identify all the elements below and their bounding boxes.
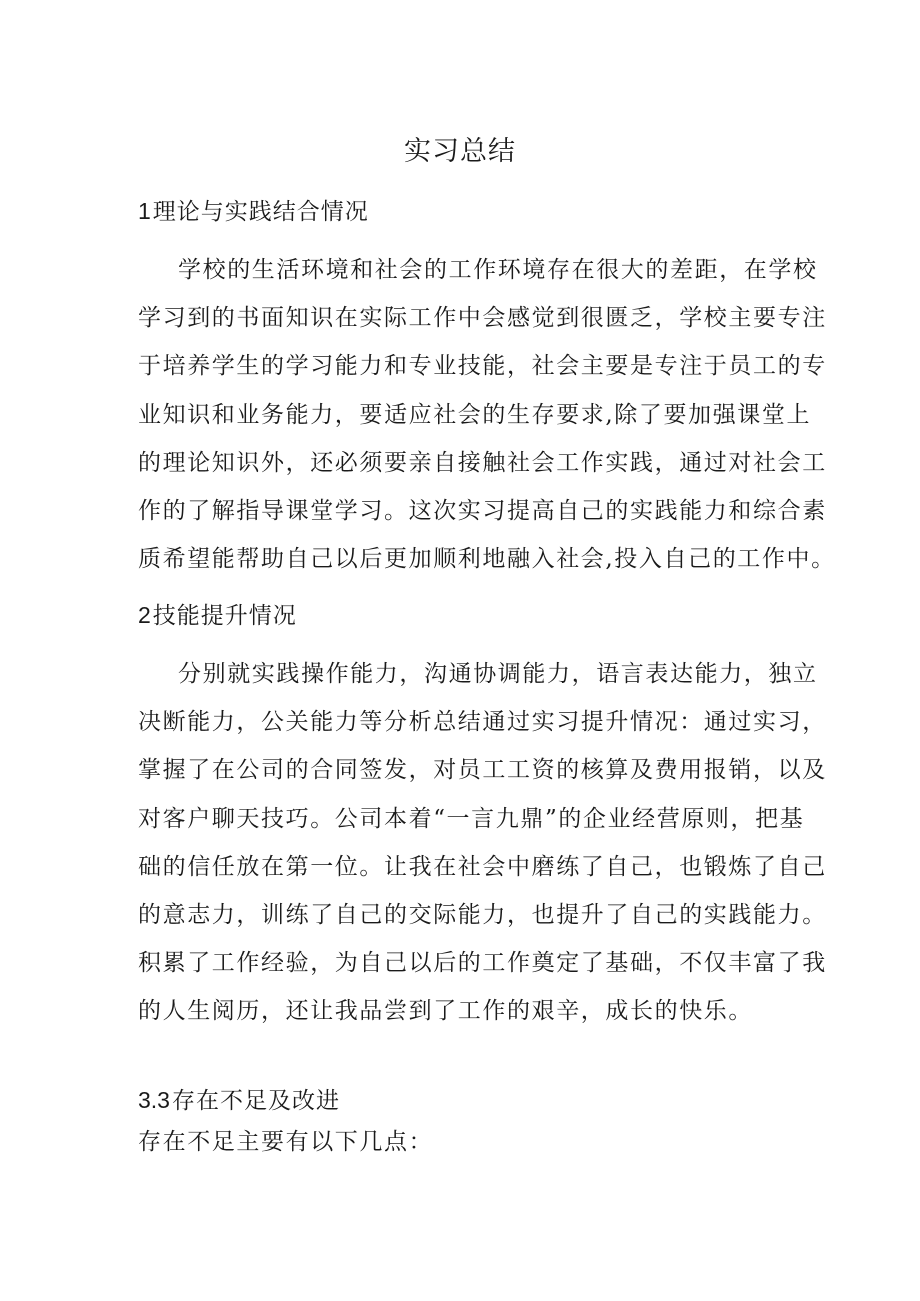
- paragraph-line: 学习到的书面知识在实际工作中会感觉到很匮乏，学校主要专注: [138, 305, 827, 332]
- paragraph-line: 础的信任放在第一位。让我在社会中磨练了自己，也锻炼了自己: [138, 853, 827, 880]
- section-title-2: 技能提升情况: [152, 603, 297, 629]
- paragraph-line: 积累了工作经验，为自己以后的工作奠定了基础，不仅丰富了我: [138, 950, 827, 977]
- section-paragraph-3: [138, 1118, 786, 1166]
- paragraph-line: 业知识和业务能力，要适应社会的生存要求,除了要加强课堂上: [138, 401, 812, 428]
- paragraph-line: 的人生阅历，还让我品尝到了工作的艰辛，成长的快乐。: [138, 998, 753, 1025]
- paragraph-line: 质希望能帮助自己以后更加顺利地融入社会,投入自己的工作中。: [138, 546, 836, 573]
- paragraph-line: 掌握了在公司的合同签发，对员工工资的核算及费用报销，以及: [138, 757, 827, 784]
- paragraph-line: 作的了解指导课堂学习。这次实习提高自己的实践能力和综合素: [138, 498, 827, 525]
- paragraph-line: 对客户聊天技巧。公司本着“一言九鼎”的企业经营原则，把基: [138, 805, 805, 832]
- section-paragraph-2: [138, 650, 827, 1036]
- section-title-3: 存在不足及改进: [171, 1088, 340, 1114]
- paragraph-line: 存在不足主要有以下几点：: [138, 1129, 434, 1155]
- section-paragraph-1: [138, 246, 836, 583]
- section-title-1: 理论与实践结合情况: [152, 199, 369, 225]
- section-heading-2: [138, 598, 297, 633]
- section-number-2: 2: [138, 602, 151, 628]
- paragraph-line: 的理论知识外，还必须要亲自接触社会工作实践，通过对社会工: [138, 449, 827, 476]
- section-heading-1: [138, 194, 369, 229]
- document-title: 实习总结: [404, 136, 516, 167]
- paragraph-line: 于培养学生的学习能力和专业技能，社会主要是专注于员工的专: [138, 353, 827, 380]
- section-heading-3: [138, 1083, 340, 1118]
- paragraph-line: 决断能力，公关能力等分析总结通过实习提升情况：通过实习，: [138, 709, 827, 736]
- section-number-3: 3.3: [138, 1087, 170, 1113]
- paragraph-line: 分别就实践操作能力，沟通协调能力，语言表达能力，独立: [178, 661, 818, 687]
- paragraph-line: 学校的生活环境和社会的工作环境存在很大的差距，在学校: [178, 257, 818, 283]
- section-number-1: 1: [138, 198, 151, 224]
- paragraph-line: 的意志力，训练了自己的交际能力，也提升了自己的实践能力。: [138, 902, 827, 929]
